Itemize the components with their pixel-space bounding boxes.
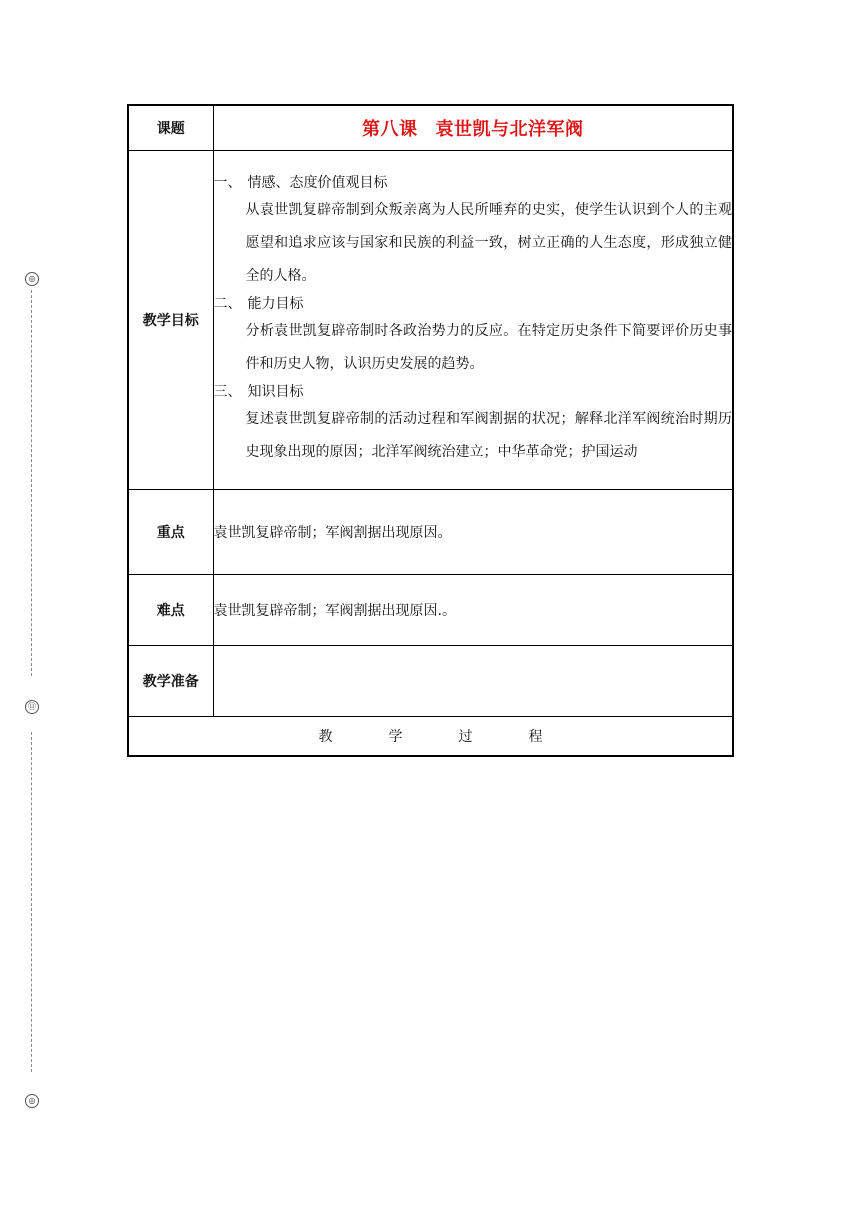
preparation-row bbox=[128, 646, 733, 717]
difficulties-text: 袁世凯复辟帝制；军阀割据出现原因.。 bbox=[213, 575, 733, 646]
goal-text: 从袁世凯复辟帝制到众叛亲离为人民所唾弃的史实，使学生认识到个人的主观愿望和追求应该与国家和民族的利益一致，树立正确的人生态度，形成独立健全的人格。 bbox=[245, 201, 732, 284]
lesson-plan-table bbox=[127, 104, 734, 757]
goal-heading: 一、 情感、态度价值观目标 bbox=[213, 174, 388, 191]
key-points-row bbox=[128, 490, 733, 575]
difficulties-row bbox=[128, 575, 733, 646]
binding-hole-mark: ⑪ bbox=[25, 700, 39, 714]
difficulties-label: 难点 bbox=[128, 575, 213, 646]
goals-content bbox=[213, 151, 733, 490]
goals-label: 教学目标 bbox=[128, 151, 213, 490]
subject-label: 课题 bbox=[128, 105, 213, 151]
goal-heading: 三、 知识目标 bbox=[213, 383, 304, 400]
binding-dashed-line bbox=[31, 290, 32, 676]
key-points-text: 袁世凯复辟帝制；军阀割据出现原因。 bbox=[213, 490, 733, 575]
lesson-number: 第八课 bbox=[362, 119, 418, 140]
title-row bbox=[128, 105, 733, 151]
goals-row bbox=[128, 151, 733, 490]
binding-hole-mark: ◎ bbox=[25, 1094, 39, 1108]
binding-dashed-line bbox=[31, 732, 32, 1072]
teaching-process-heading: 教 学 过 程 bbox=[128, 717, 733, 757]
goal-text: 分析袁世凯复辟帝制时各政治势力的反应。在特定历史条件下简要评价历史事件和历史人物，认识历史发展的趋势。 bbox=[245, 322, 732, 372]
key-points-label: 重点 bbox=[128, 490, 213, 575]
preparation-label: 教学准备 bbox=[128, 646, 213, 717]
teaching-process-row bbox=[128, 717, 733, 757]
goal-heading: 二、 能力目标 bbox=[213, 295, 304, 312]
lesson-name: 袁世凯与北洋军阀 bbox=[435, 119, 584, 140]
preparation-text bbox=[213, 646, 733, 717]
goal-text: 复述袁世凯复辟帝制的活动过程和军阀割据的状况；解释北洋军阀统治时期历史现象出现的原因；北洋军阀统治建立；中华革命党；护国运动 bbox=[245, 410, 732, 460]
binding-hole-mark: ◎ bbox=[25, 272, 39, 286]
lesson-title bbox=[213, 105, 733, 151]
